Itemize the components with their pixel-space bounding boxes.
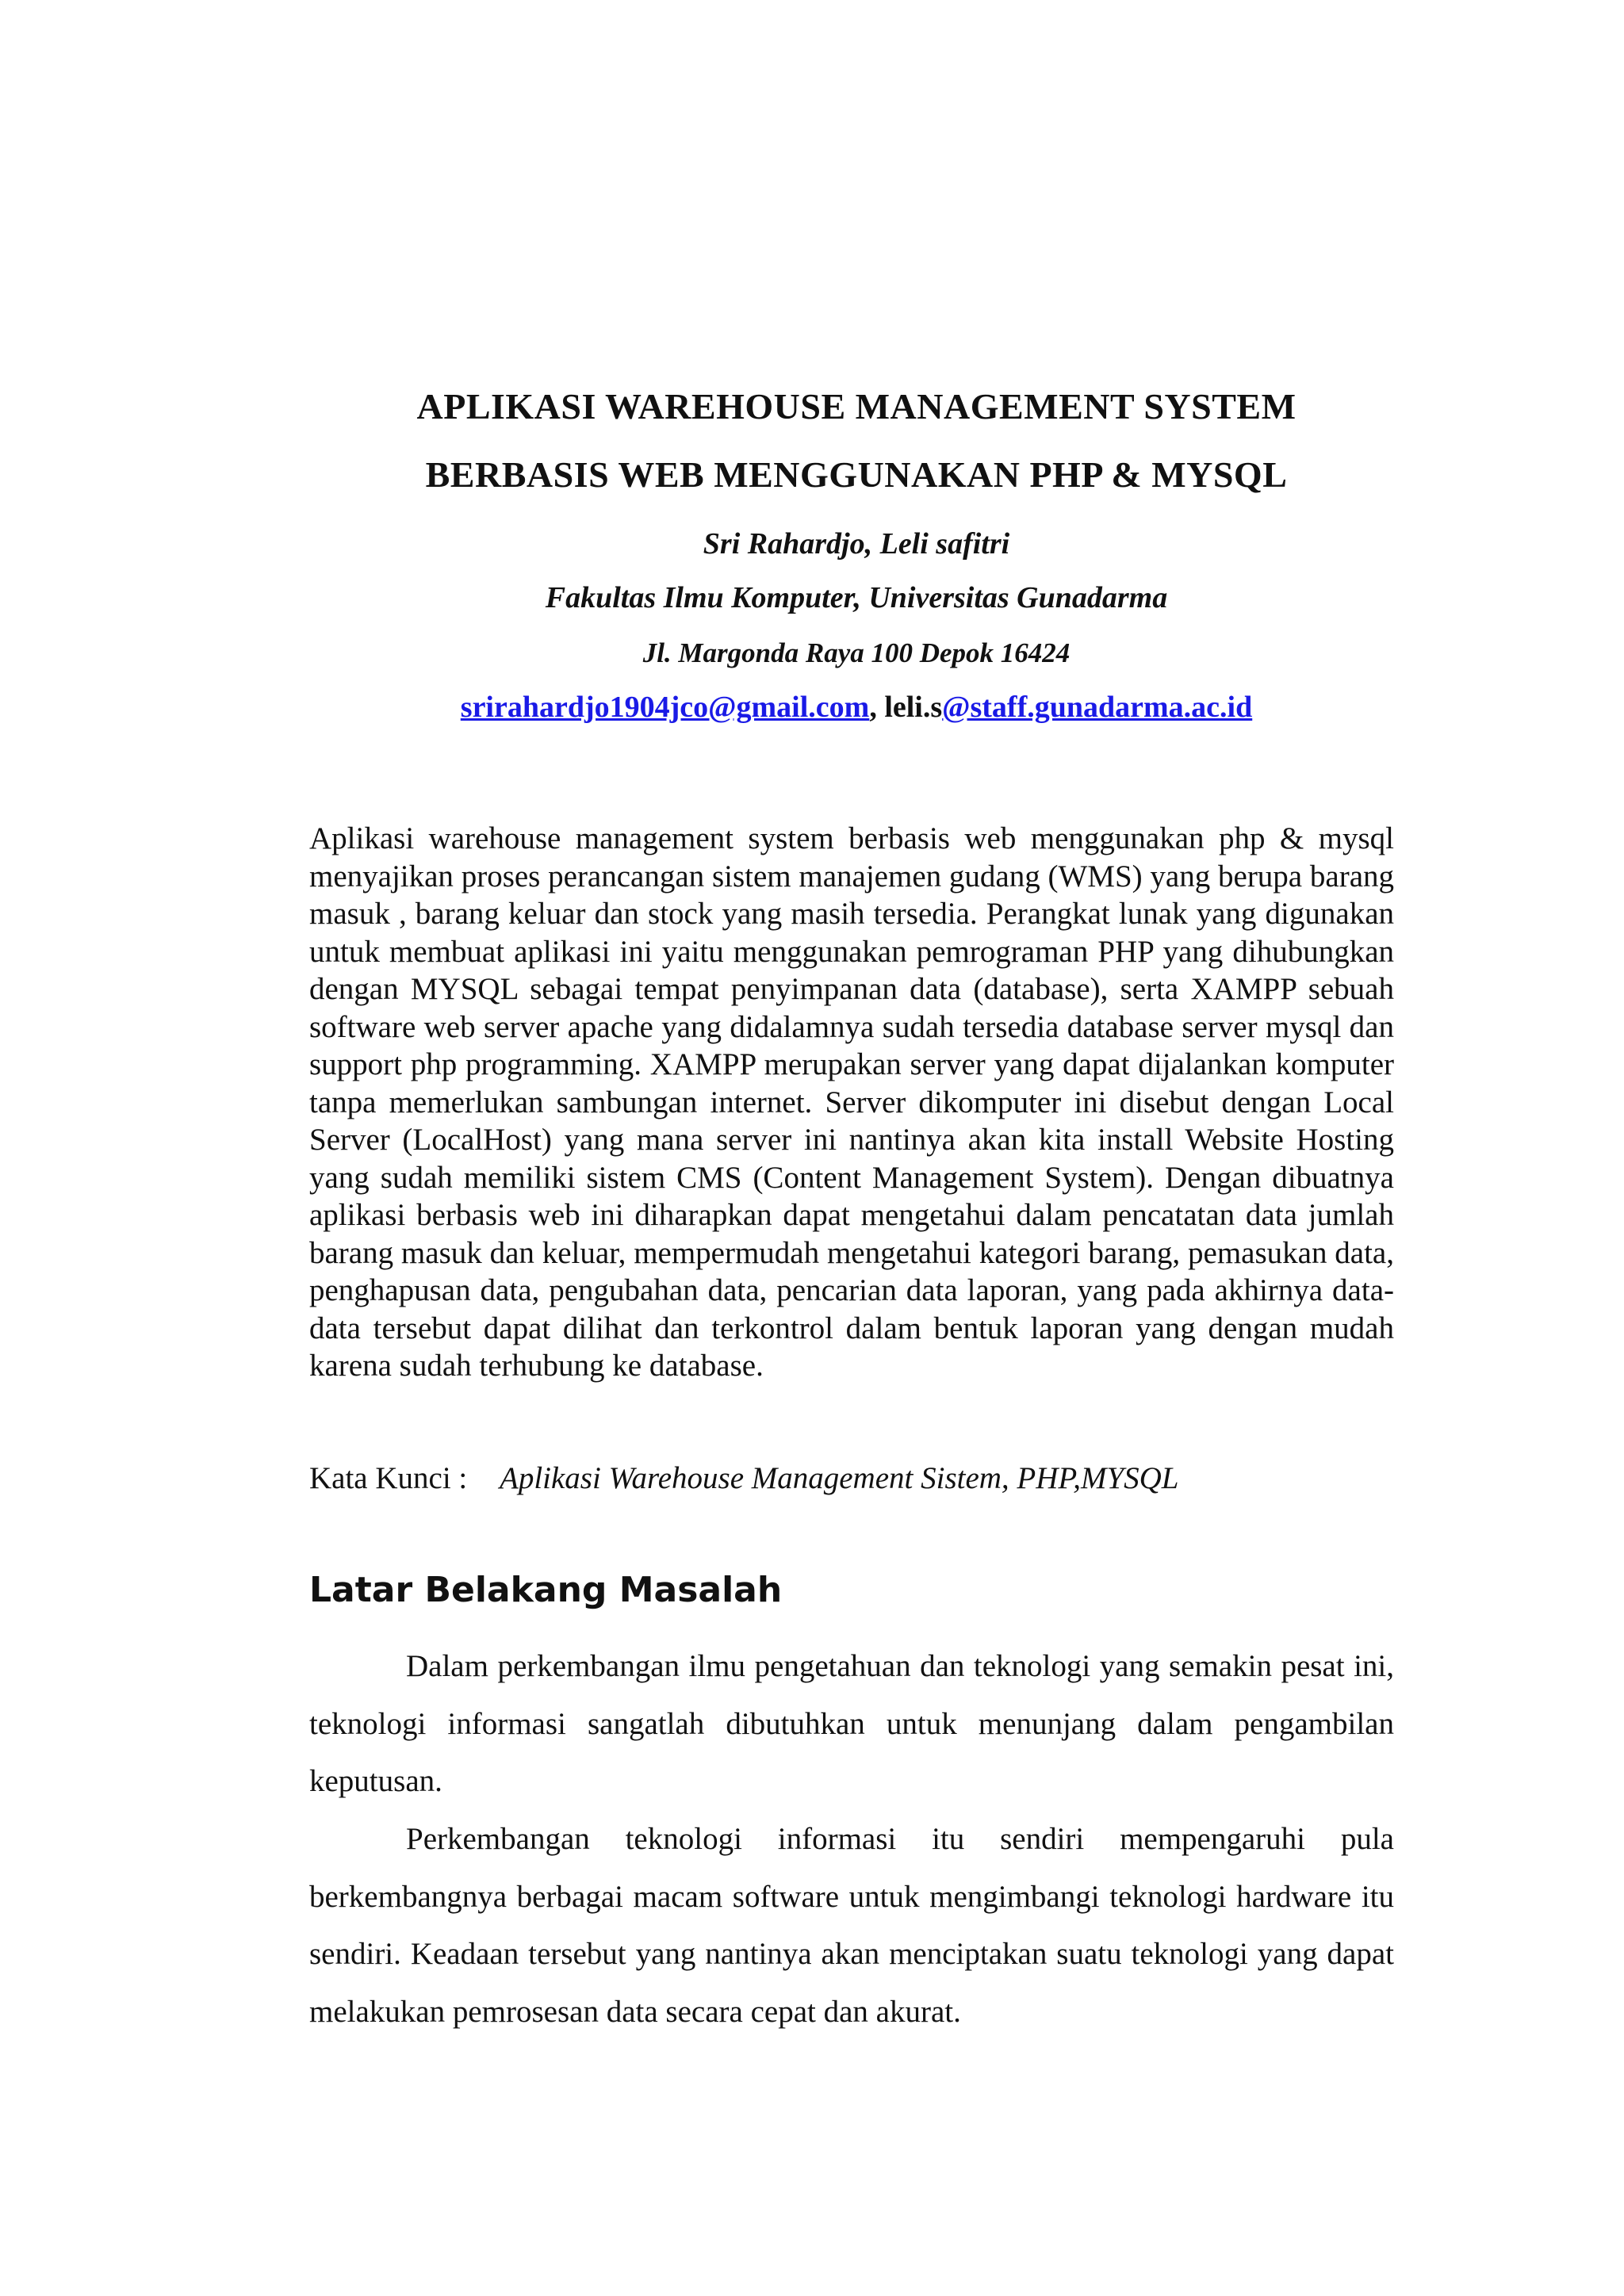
keywords-value: Aplikasi Warehouse Management Sistem, PHP,MYSQL [500, 1461, 1179, 1495]
keywords-label: Kata Kunci : [309, 1461, 468, 1495]
keywords-line [309, 1460, 1179, 1496]
paper-affiliation: Fakultas Ilmu Komputer, Universitas Gunadarma [545, 581, 1168, 614]
email-link-1[interactable]: srirahardjo1904jco@gmail.com [460, 691, 870, 724]
author-emails [0, 690, 1624, 725]
paper-authors: Sri Rahardjo, Leli safitri [703, 527, 1010, 561]
section-heading: Latar Belakang Masalah [309, 1570, 783, 1610]
abstract-text: Aplikasi warehouse management system berbasis web menggunakan php & mysql menyajikan proses perancangan sistem manajemen gudang (WMS) yang berupa barang masuk , barang keluar dan stock yang masih tersedia. Perangkat lunak yang digunakan untuk membuat aplikasi ini yaitu menggunakan pemrograman PHP yang dihubungkan dengan MYSQL sebagai tempat penyimpanan data (database), serta XAMPP sebuah software web server apache yang didalamnya sudah tersedia database server mysql dan support php programming. XAMPP merupakan server yang dapat dijalankan komputer tanpa memerlukan sambungan internet. Server dikomputer ini disebut dengan Local Server (LocalHost) yang mana server ini nantinya akan kita install Website Hosting yang sudah memiliki sistem CMS (Content Management System). Dengan dibuatnya aplikasi berbasis web ini diharapkan dapat mengetahui dalam pencatatan data jumlah barang masuk dan keluar, mempermudah mengetahui kategori barang, pemasukan data, penghapusan data, pengubahan data, pencarian data laporan, yang pada akhirnya data-data tersebut dapat dilihat dan terkontrol dalam bentuk laporan yang dengan mudah karena sudah terhubung ke database. [309, 821, 1394, 1383]
paper-title-line-2: BERBASIS WEB MENGGUNAKAN PHP & MYSQL [425, 454, 1288, 495]
body-paragraph-2: Perkembangan teknologi informasi itu sendiri mempengaruhi pula berkembangnya berbagai macam software untuk mengimbangi teknologi hardware itu sendiri. Keadaan tersebut yang nantinya akan menciptakan suatu teknologi yang dapat melakukan pemrosesan data secara cepat dan akurat. [309, 1822, 1394, 2029]
email-separator: , leli.s [869, 691, 943, 724]
paper-title-line-1: APLIKASI WAREHOUSE MANAGEMENT SYSTEM [416, 386, 1297, 427]
email-link-2[interactable]: @staff.gunadarma.ac.id [942, 691, 1253, 724]
paper-address: Jl. Margonda Raya 100 Depok 16424 [642, 637, 1071, 668]
body-paragraph-1: Dalam perkembangan ilmu pengetahuan dan teknologi yang semakin pesat ini, teknologi informasi sangatlah dibutuhkan untuk menunjang dalam pengambilan keputusan. [309, 1649, 1394, 1798]
